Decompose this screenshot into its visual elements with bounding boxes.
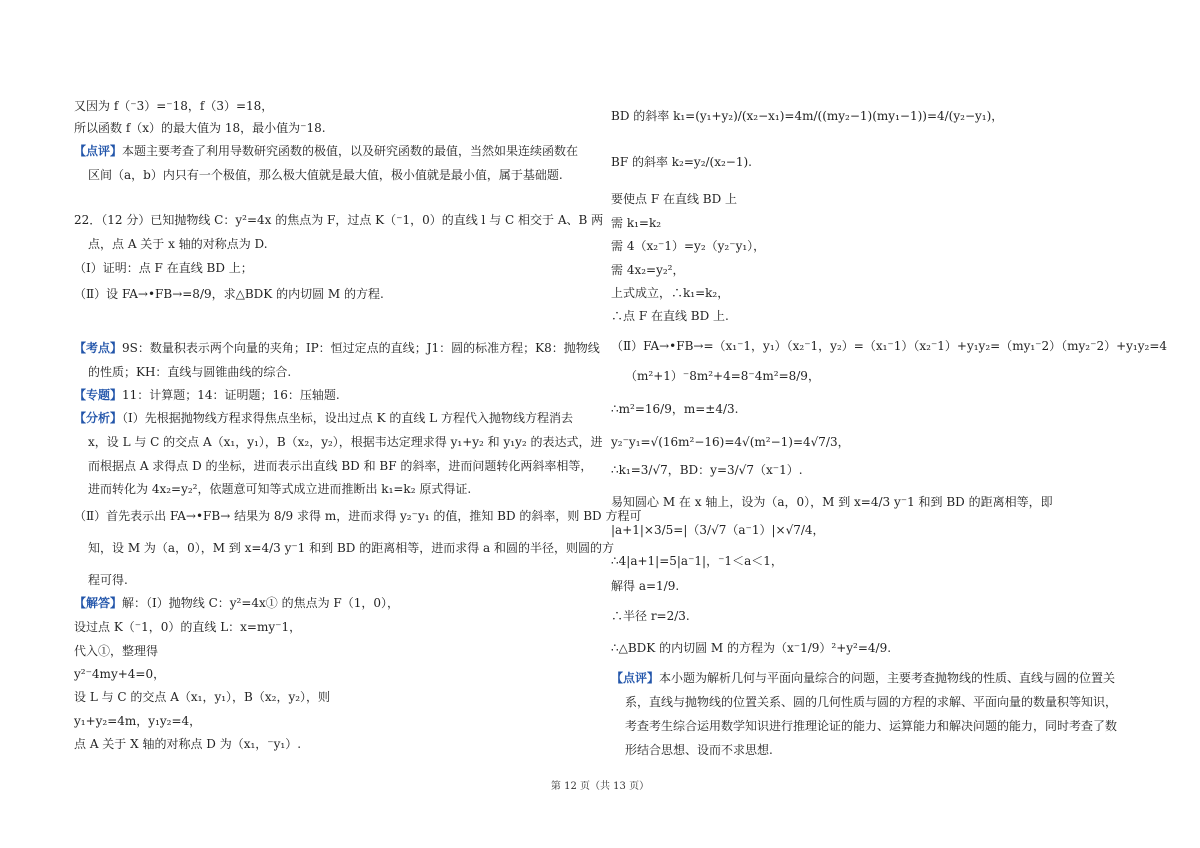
- text-line: 易知圆心 M 在 x 轴上，设为（a，0），M 到 x=4/3 y⁻1 和到 BD 的距离相等，即: [611, 495, 1053, 509]
- dianping-line: [611, 670, 1115, 686]
- text-line: 知，设 M 为（a，0），M 到 x=4/3 y⁻1 和到 BD 的距离相等，进而求得 a 和圆的半径，则圆的方: [88, 541, 614, 555]
- text-line: 又因为 f（⁻3）=⁻18，f（3）=18，: [74, 99, 274, 113]
- text-line: |a+1|×3/5=|（3/√7（a⁻1）|×√7/4，: [611, 523, 825, 537]
- section-tag: 【点评】: [74, 144, 123, 158]
- text-line: ∴4|a+1|=5|a⁻1|，⁻1＜a＜1，: [611, 554, 783, 568]
- text-line: 点 A 关于 X 轴的对称点 D 为（x₁，⁻y₁）.: [74, 737, 302, 751]
- text-line: x，设 L 与 C 的交点 A（x₁，y₁），B（x₂，y₂），根据韦达定理求得 y₁+y₂ 和 y₁y₂ 的表达式，进: [88, 435, 603, 449]
- text-line: 形结合思想、设而不求思想.: [625, 743, 773, 757]
- text-line: 区间（a，b）内只有一个极值，那么极大值就是最大值，极小值就是最小值，属于基础题.: [88, 168, 563, 182]
- text-line: （Ⅱ）首先表示出 FA→•FB→ 结果为 8/9 求得 m，进而求得 y₂⁻y₁ 的值，推知 BD 的斜率，则 BD 方程可: [74, 509, 642, 523]
- text-line: （Ⅱ）设 FA→•FB→=8/9，求△BDK 的内切圆 M 的方程.: [74, 287, 384, 301]
- text-line: y₂⁻y₁=√(16m²−16)=4√(m²−1)=4√7/3，: [611, 435, 850, 449]
- section-text: （Ⅰ）先根据抛物线方程求得焦点坐标，设出过点 K 的直线 L 方程代入抛物线方程消去: [122, 411, 573, 425]
- text-line: 需 4x₂=y₂²，: [611, 263, 685, 277]
- text-line: BD 的斜率 k₁=(y₁+y₂)/(x₂−x₁)=4m/((my₂−1)(my₁−1))=4/(y₂−y₁)，: [611, 109, 1004, 123]
- text-line: 要使点 F 在直线 BD 上: [611, 192, 738, 206]
- section-text: 本小题为解析几何与平面向量综合的问题，主要考查抛物线的性质、直线与圆的位置关: [659, 671, 1116, 685]
- text-line: 所以函数 f（x）的最大值为 18，最小值为⁻18.: [74, 121, 326, 135]
- section-tag: 【分析】: [74, 411, 123, 425]
- section-text: 9S：数量积表示两个向量的夹角；IP：恒过定点的直线；J1：圆的标准方程；K8：抛物线: [122, 341, 600, 355]
- text-line: y₁+y₂=4m，y₁y₂=4，: [74, 714, 202, 728]
- section-text: 解：（Ⅰ）抛物线 C：y²=4x① 的焦点为 F（1，0），: [122, 596, 400, 610]
- text-line: 解得 a=1/9.: [611, 579, 680, 593]
- text-line: （Ⅰ）证明：点 F 在直线 BD 上；: [74, 261, 253, 275]
- text-line: ∴m²=16/9，m=±4/3.: [611, 402, 739, 416]
- fenxi-line: [74, 410, 573, 426]
- text-line: 设 L 与 C 的交点 A（x₁，y₁），B（x₂，y₂），则: [74, 690, 331, 704]
- text-line: y²⁻4my+4=0，: [74, 667, 166, 681]
- text-line: BF 的斜率 k₂=y₂/(x₂−1).: [611, 155, 752, 169]
- section-tag: 【解答】: [74, 596, 123, 610]
- text-line: ∴半径 r=2/3.: [611, 609, 690, 623]
- section-tag: 【考点】: [74, 341, 123, 355]
- text-line: 设过点 K（⁻1，0）的直线 L：x=my⁻1，: [74, 620, 302, 634]
- zhuanti-line: [74, 387, 340, 403]
- jieda-line: [74, 595, 399, 611]
- text-line: 考查考生综合运用数学知识进行推理论证的能力、运算能力和解决问题的能力，同时考查了数: [625, 719, 1118, 733]
- text-line: 而根据点 A 求得点 D 的坐标，进而表示出直线 BD 和 BF 的斜率，进而问题转化两斜率相等，: [88, 459, 593, 473]
- page-footer: 第 12 页（共 13 页）: [550, 781, 650, 792]
- section-text: 本题主要考查了利用导数研究函数的极值，以及研究函数的最值，当然如果连续函数在: [122, 144, 579, 158]
- text-line: 需 k₁=k₂: [611, 216, 662, 230]
- text-line: 代入①，整理得: [74, 644, 159, 658]
- text-line: 点，点 A 关于 x 轴的对称点为 D.: [88, 237, 268, 251]
- text-line: 需 4（x₂⁻1）=y₂（y₂⁻y₁），: [611, 239, 766, 253]
- section-text: 11：计算题；14：证明题；16：压轴题.: [122, 388, 340, 402]
- section-tag: 【点评】: [611, 671, 660, 685]
- problem-22-title: 22．（12 分）已知抛物线 C：y²=4x 的焦点为 F，过点 K（⁻1，0）的直线 l 与 C 相交于 A、B 两: [74, 213, 604, 227]
- text-line: 的性质；KH：直线与圆锥曲线的综合.: [88, 365, 292, 379]
- text-line: 系，直线与抛物线的位置关系、圆的几何性质与圆的方程的求解、平面向量的数量积等知识，: [625, 695, 1118, 709]
- text-line: ∴k₁=3/√7，BD：y=3/√7（x⁻1）.: [611, 463, 803, 477]
- text-line: ∴点 F 在直线 BD 上.: [611, 309, 729, 323]
- text-line: （Ⅱ）FA→•FB→=（x₁⁻1，y₁）（x₂⁻1，y₂）=（x₁⁻1）（x₂⁻1）+y₁y₂=（my₁⁻2）（my₂⁻2）+y₁y₂=4: [611, 339, 1168, 353]
- text-line: ∴△BDK 的内切圆 M 的方程为（x⁻1/9）²+y²=4/9.: [611, 641, 892, 655]
- text-line: （m²+1）⁻8m²+4=8⁻4m²=8/9，: [625, 369, 820, 383]
- section-tag: 【专题】: [74, 388, 123, 402]
- text-line: 进而转化为 4x₂=y₂²，依题意可知等式成立进而推断出 k₁=k₂ 原式得证.: [88, 482, 472, 496]
- kaodian-line: [74, 340, 600, 356]
- text-line: 上式成立，∴k₁=k₂，: [611, 286, 730, 300]
- text-line: [74, 143, 578, 159]
- text-line: 程可得.: [88, 573, 128, 587]
